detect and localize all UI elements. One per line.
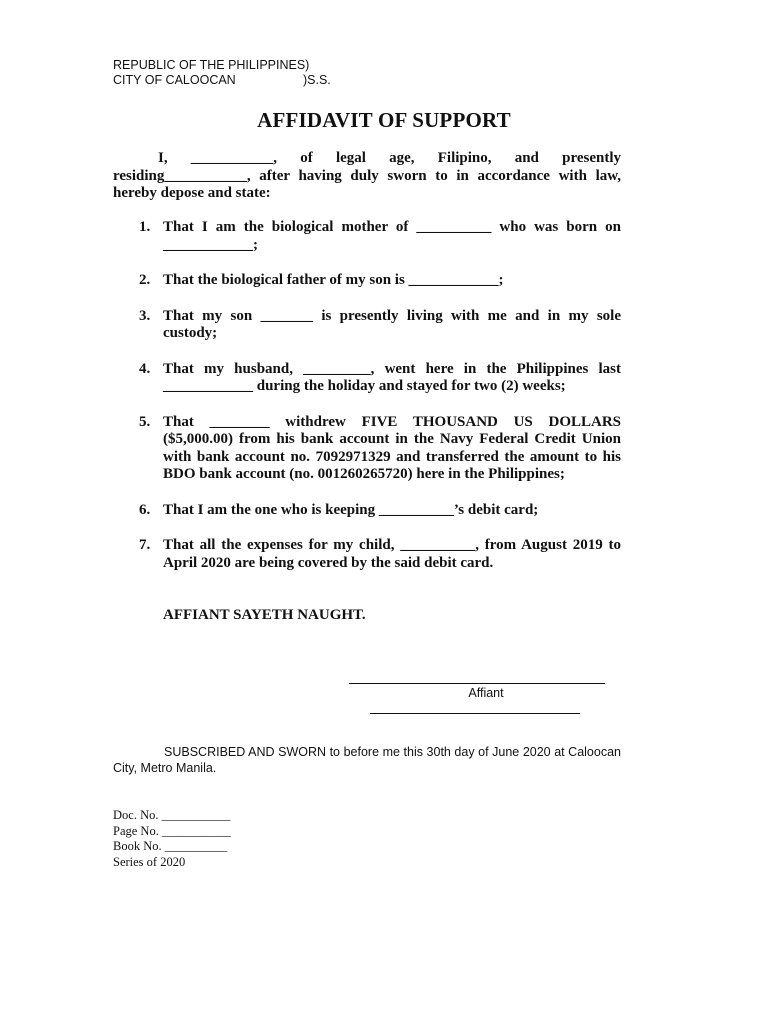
closing-statement: AFFIANT SAYETH NAUGHT.	[163, 607, 366, 623]
book-number: Book No. __________	[113, 839, 228, 853]
statement-item	[139, 219, 621, 254]
affiant-name-line	[370, 713, 580, 714]
statement-number: 6.	[139, 501, 151, 518]
statement-item	[139, 308, 621, 343]
statement-item	[139, 361, 621, 396]
statement-text: That I am the biological mother of __________ who was born on ____________;	[163, 219, 621, 253]
statement-item	[139, 502, 621, 520]
statement-number: 3.	[139, 307, 151, 324]
notarial-register	[113, 808, 231, 870]
statement-item	[139, 537, 621, 572]
venue-city-row	[113, 73, 331, 88]
doc-number: Doc. No. ___________	[113, 808, 231, 822]
series-year: Series of 2020	[113, 854, 186, 869]
statement-number: 7.	[139, 537, 151, 553]
venue-country: REPUBLIC OF THE PHILIPPINES)	[113, 58, 310, 72]
statement-number: 5.	[139, 413, 151, 430]
affiant-label: Affiant	[468, 686, 504, 700]
venue-ss: )S.S.	[303, 73, 331, 87]
statement-item	[139, 272, 621, 290]
document-title: AFFIDAVIT OF SUPPORT	[257, 108, 511, 132]
page-number: Page No. ___________	[113, 823, 231, 838]
statement-text: That my husband, _________, went here in the Philippines last ____________ during the holiday and stayed for two (2) weeks;	[163, 360, 621, 394]
statement-number: 1.	[139, 219, 151, 235]
statement-number: 2.	[139, 272, 151, 288]
statement-item	[139, 414, 621, 484]
jurat-paragraph: SUBSCRIBED AND SWORN to before me this 30th day of June 2020 at Caloocan City, Metro Manila.	[113, 745, 621, 775]
venue-block	[113, 58, 331, 88]
intro-paragraph: I, ___________, of legal age, Filipino, and presently residing___________, after having duly sworn to in accordance with law, hereby depose and state:	[113, 150, 621, 201]
statement-text: That the biological father of my son is ____________;	[163, 272, 504, 288]
statement-text: That I am the one who is keeping __________’s debit card;	[163, 501, 539, 518]
statement-text: That all the expenses for my child, __________, from August 2019 to April 2020 are being covered by the said debit card.	[163, 537, 621, 571]
statement-list	[139, 219, 621, 590]
statement-text: That my son _______ is presently living with me and in my sole custody;	[163, 307, 621, 341]
statement-text: That ________ withdrew FIVE THOUSAND US DOLLARS ($5,000.00) from his bank account in the Navy Federal Credit Union with bank account no. 7092971329 and transferred the amount to his BDO bank account (no. 001260265720) here in the Philippines;	[163, 413, 621, 482]
venue-city: CITY OF CALOOCAN	[113, 73, 236, 87]
statement-number: 4.	[139, 360, 151, 377]
affiant-signature-line	[349, 683, 605, 684]
